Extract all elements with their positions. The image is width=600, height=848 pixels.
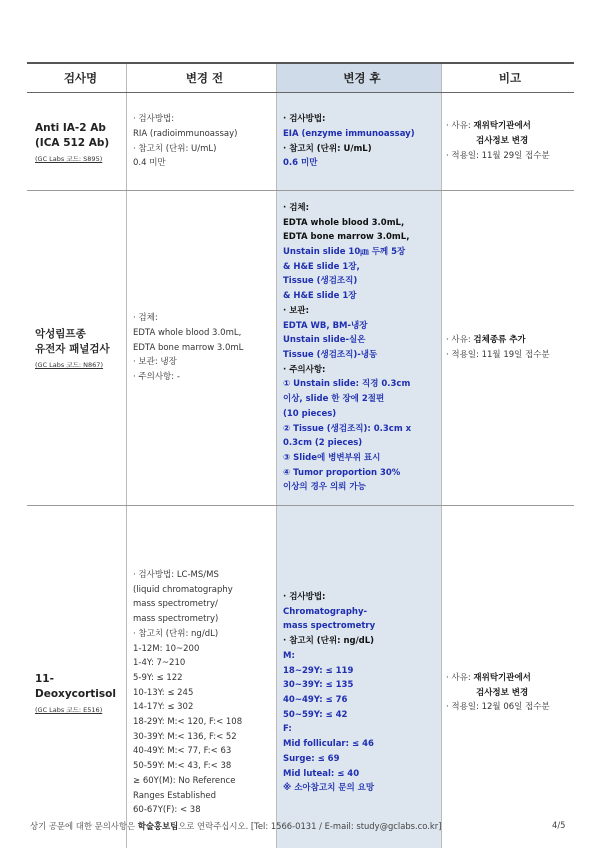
after-line: Unstain slide-실온 — [283, 335, 366, 346]
before-line: EDTA whole blood 3.0mL, — [133, 327, 242, 338]
table-row — [27, 506, 574, 848]
after-cell — [277, 506, 442, 848]
before-line: 10-13Y: ≤ 245 — [133, 687, 194, 698]
before-line: 5-9Y: ≤ 122 — [133, 672, 183, 683]
reason-text-cont: 검사정보 변경 — [476, 687, 529, 698]
after-line: 30~39Y: ≤ 135 — [283, 680, 354, 691]
reason-label: · 사유: — [446, 335, 474, 346]
after-line: · 주의사항: — [283, 364, 326, 375]
before-cell — [127, 191, 277, 505]
reason-line — [446, 671, 574, 686]
after-line: · 참고치 (단위: ng/dL) — [283, 636, 375, 647]
after-line: M: — [283, 650, 295, 661]
after-line: ① Unstain slide: 직경 0.3cm — [283, 379, 411, 390]
after-line: mass spectrometry — [283, 621, 376, 632]
after-line: EDTA bone marrow 3.0mL, — [283, 232, 410, 243]
remarks-cell — [442, 191, 574, 505]
after-line: Mid follicular: ≤ 46 — [283, 739, 374, 750]
header-remarks: 비고 — [498, 71, 522, 85]
footer-team: 학술홍보팀 — [137, 821, 179, 831]
after-line: ③ Slide에 병변부위 표시 — [283, 452, 381, 463]
gc-labs-code: (GC Labs 코드: E516) — [35, 706, 103, 714]
before-line: · 보관: 냉장 — [133, 357, 177, 368]
before-line: 30-39Y: M:< 136, F:< 52 — [133, 731, 237, 742]
after-line: Tissue (생검조직)-냉동 — [283, 350, 378, 360]
test-name-cell — [27, 191, 127, 505]
after-line: Surge: ≤ 69 — [283, 753, 340, 764]
footer-pre: 상기 공문에 대한 문의사항은 — [30, 821, 138, 831]
apply-date: · 적용일: 12월 06일 접수분 — [446, 702, 550, 713]
test-name: 악성림프종 유전자 패널검사 — [35, 328, 110, 355]
after-line: EIA (enzyme immunoassay) — [283, 128, 415, 139]
before-line: · 참고치 (단위: U/mL) — [133, 143, 217, 154]
change-notice-table — [27, 62, 574, 848]
after-line: & H&E slide 1장, — [283, 261, 360, 272]
before-line: mass spectrometry/ — [133, 599, 218, 610]
table-row — [27, 191, 574, 506]
after-line: Tissue (생검조직) — [283, 276, 358, 287]
before-line: 1-4Y: 7~210 — [133, 658, 186, 669]
page-number: 4/5 — [552, 820, 566, 830]
after-line: · 검사방법: — [283, 114, 326, 125]
after-line: 40~49Y: ≤ 76 — [283, 695, 348, 705]
after-line: & H&E slide 1장 — [283, 291, 357, 302]
remarks-cell — [442, 506, 574, 848]
header-before: 변경 전 — [127, 64, 277, 92]
reason-line — [446, 333, 574, 348]
test-name-cell — [27, 506, 127, 848]
after-line: 18~29Y: ≤ 119 — [283, 665, 354, 676]
after-cell — [277, 93, 442, 190]
before-line: · 검사방법: LC-MS/MS — [133, 570, 219, 581]
reason-line — [446, 119, 574, 134]
after-line: EDTA WB, BM-냉장 — [283, 320, 368, 331]
after-line: · 검체: — [283, 202, 310, 213]
before-line: 1-12M: 10~200 — [133, 643, 200, 654]
before-line: 0.4 미만 — [133, 158, 166, 169]
reason-text-cont: 검사정보 변경 — [476, 136, 529, 147]
before-line: (liquid chromatography — [133, 584, 233, 595]
before-line: 60-67Y(F): < 38 — [133, 805, 201, 816]
table-row — [27, 93, 574, 191]
after-line: Mid luteal: ≤ 40 — [283, 768, 360, 779]
before-cell — [127, 93, 277, 190]
before-line: 50-59Y: M:< 43, F:< 38 — [133, 761, 232, 772]
reason-text: 재위탁기관에서 — [473, 121, 531, 132]
footer-post: 으로 연락주십시오. [Tel: 1566-0131 / E-mail: study@gclabs.co.kr] — [178, 821, 442, 831]
remarks-cell — [442, 93, 574, 190]
after-line: EDTA whole blood 3.0mL, — [283, 217, 405, 228]
apply-date: · 적용일: 11월 19일 접수분 — [446, 350, 550, 360]
gc-labs-code: (GC Labs 코드: S895) — [35, 154, 103, 163]
test-name-cell — [27, 93, 127, 190]
before-line: · 참고치 (단위: ng/dL) — [133, 628, 219, 639]
after-line: (10 pieces) — [283, 408, 337, 419]
before-cell — [127, 506, 277, 848]
after-line: ② Tissue (생검조직): 0.3cm x — [283, 423, 412, 434]
test-name: Anti IA-2 Ab (ICA 512 Ab) — [35, 121, 110, 149]
after-line: ④ Tumor proportion 30% — [283, 467, 401, 478]
after-line: F: — [283, 724, 292, 735]
reason-label: · 사유: — [446, 672, 474, 683]
before-line: 40-49Y: M:< 77, F:< 63 — [133, 746, 232, 757]
before-line: EDTA bone marrow 3.0mL — [133, 342, 244, 353]
after-line: 0.6 미만 — [283, 158, 318, 169]
after-line: 50~59Y: ≤ 42 — [283, 709, 348, 720]
footer-contact — [30, 820, 441, 832]
after-line: ※ 소아참고치 문의 요망 — [283, 783, 375, 794]
after-line: Unstain slide 10㎛ 두께 5장 — [283, 247, 406, 258]
after-line: · 보관: — [283, 305, 310, 316]
before-line: RIA (radioimmunoassay) — [133, 128, 238, 139]
reason-text: 재위탁기관에서 — [473, 672, 531, 683]
before-line: Ranges Established — [133, 790, 216, 801]
before-line: 14-17Y: ≤ 302 — [133, 702, 194, 713]
before-line: · 주의사항: - — [133, 372, 180, 383]
table-header-row — [27, 64, 574, 93]
header-test-name: 검사명 — [27, 64, 127, 92]
before-line: · 검사방법: — [133, 114, 175, 125]
before-line: 18-29Y: M:< 120, F:< 108 — [133, 717, 243, 728]
before-line: · 검체: — [133, 313, 158, 324]
after-line: 0.3cm (2 pieces) — [283, 438, 363, 449]
before-line: mass spectrometry) — [133, 614, 219, 625]
test-name: 11-Deoxycortisol — [35, 673, 116, 700]
header-after: 변경 후 — [277, 64, 442, 92]
reason-label: · 사유: — [446, 121, 474, 132]
reason-text: 검체종류 추가 — [473, 335, 526, 346]
before-line: ≥ 60Y(M): No Reference — [133, 775, 236, 786]
after-cell — [277, 191, 442, 505]
after-line: · 검사방법: — [283, 592, 326, 603]
after-line: 이상, slide 한 장에 2절편 — [283, 394, 385, 405]
apply-date: · 적용일: 11월 29일 접수분 — [446, 150, 550, 161]
gc-labs-code: (GC Labs 코드: N867) — [35, 361, 103, 369]
after-line: Chromatography- — [283, 606, 368, 617]
after-line: · 참고치 (단위: U/mL) — [283, 143, 372, 154]
after-line: 이상의 경우 의뢰 가능 — [283, 482, 366, 493]
